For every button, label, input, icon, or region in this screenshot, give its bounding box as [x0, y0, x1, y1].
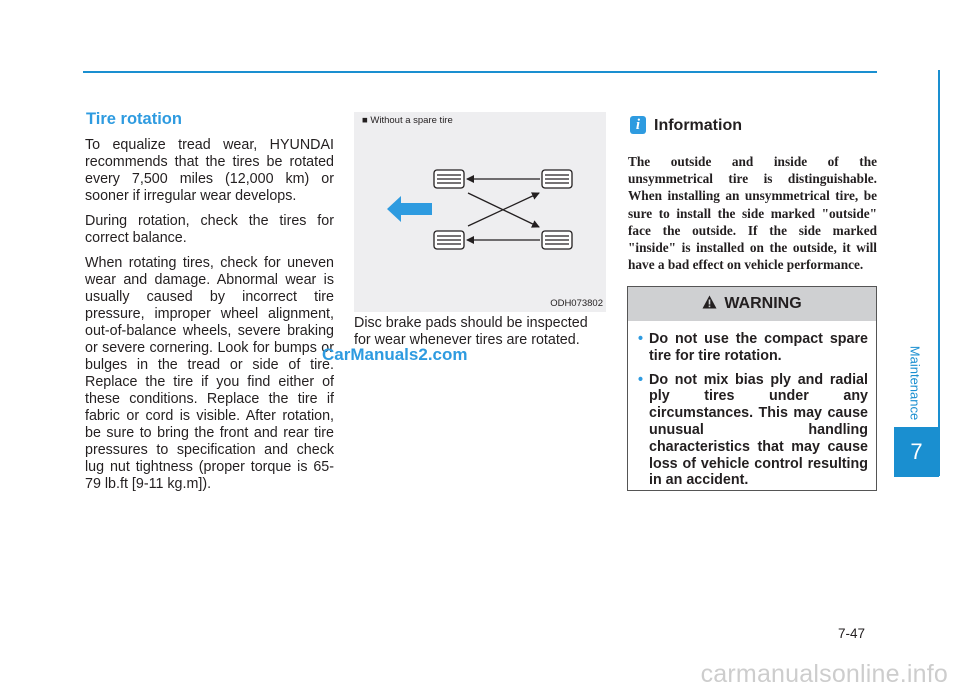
warning-triangle-icon: [702, 295, 717, 309]
info-icon: i: [630, 116, 646, 134]
bullet-icon: •: [638, 371, 644, 388]
warning-box: [627, 286, 877, 491]
information-title: Information: [654, 117, 742, 134]
brake-pads-note: [354, 315, 606, 349]
section-title: Tire rotation: [86, 110, 182, 128]
tire-front-right-icon: [434, 231, 464, 249]
warning-list: [638, 331, 868, 496]
warning-header: [628, 287, 876, 321]
tire-rear-right-icon: [542, 231, 572, 249]
figure-code: ODH073802: [550, 298, 603, 309]
tire-rotation-text: [85, 137, 334, 501]
paragraph-balance: During rotation, check the tires for correct balance.: [85, 213, 334, 246]
warning-title: WARNING: [724, 295, 802, 312]
chapter-side-rule: [938, 70, 940, 476]
figure-caption: ■ Without a spare tire: [362, 115, 453, 126]
page-number: 7-47: [838, 626, 866, 641]
tire-rotation-diagram: [354, 112, 606, 312]
tire-front-left-icon: [434, 170, 464, 188]
warning-item: • Do not mix bias ply and radial ply tires under any circumstances. This may cause unusual handling characteristics that may cause loss of vehicle control resulting in an accident.: [638, 371, 868, 489]
brake-pads-paragraph: Disc brake pads should be inspected for wear whenever tires are rotated.: [354, 315, 588, 348]
information-paragraph: The outside and inside of the unsymmetrical tire is distinguishable. When installing an unsymmetrical tire, be sure to install the side marked "outside" face the outside. If the side marked "inside" is installed on the outside, it will have a bad effect on vehicle performance.: [628, 154, 877, 273]
rotation-diagram-graphic: [354, 112, 606, 312]
information-body: [628, 153, 877, 273]
footer-watermark: carmanualsonline.info: [700, 660, 948, 688]
chapter-number: 7: [910, 439, 923, 464]
chapter-tab: [894, 427, 939, 477]
paragraph-inspection: When rotating tires, check for uneven wear and damage. Abnormal wear is usually caused by incorrect tire pressure, improper wheel alignment, out-of-balance wheels, severe braking or severe cornering. Look for bumps or bulges in the tread or side of tire. Replace the tire if you find either of these conditions. Replace the tire if fabric or cord is visible. After rotation, be sure to bring the front and rear tire pressures to specification and check lug nut tightness (proper torque is 65-79 lb.ft [9-11 kg.m]).: [85, 255, 334, 492]
chapter-label: Maintenance: [907, 345, 923, 421]
watermark-text: CarManuals2.com: [322, 345, 468, 364]
bullet-icon: •: [638, 331, 644, 347]
tire-rear-left-icon: [542, 170, 572, 188]
paragraph-interval: To equalize tread wear, HYUNDAI recommends that the tires be rotated every 7,500 miles (12,000 km) or sooner if irregular wear develops.: [85, 137, 334, 204]
front-direction-arrow-icon: [387, 196, 432, 222]
warning-item: • Do not use the compact spare tire for tire rotation.: [638, 331, 868, 364]
top-rule: [83, 71, 877, 73]
footer-bar: [0, 662, 960, 689]
